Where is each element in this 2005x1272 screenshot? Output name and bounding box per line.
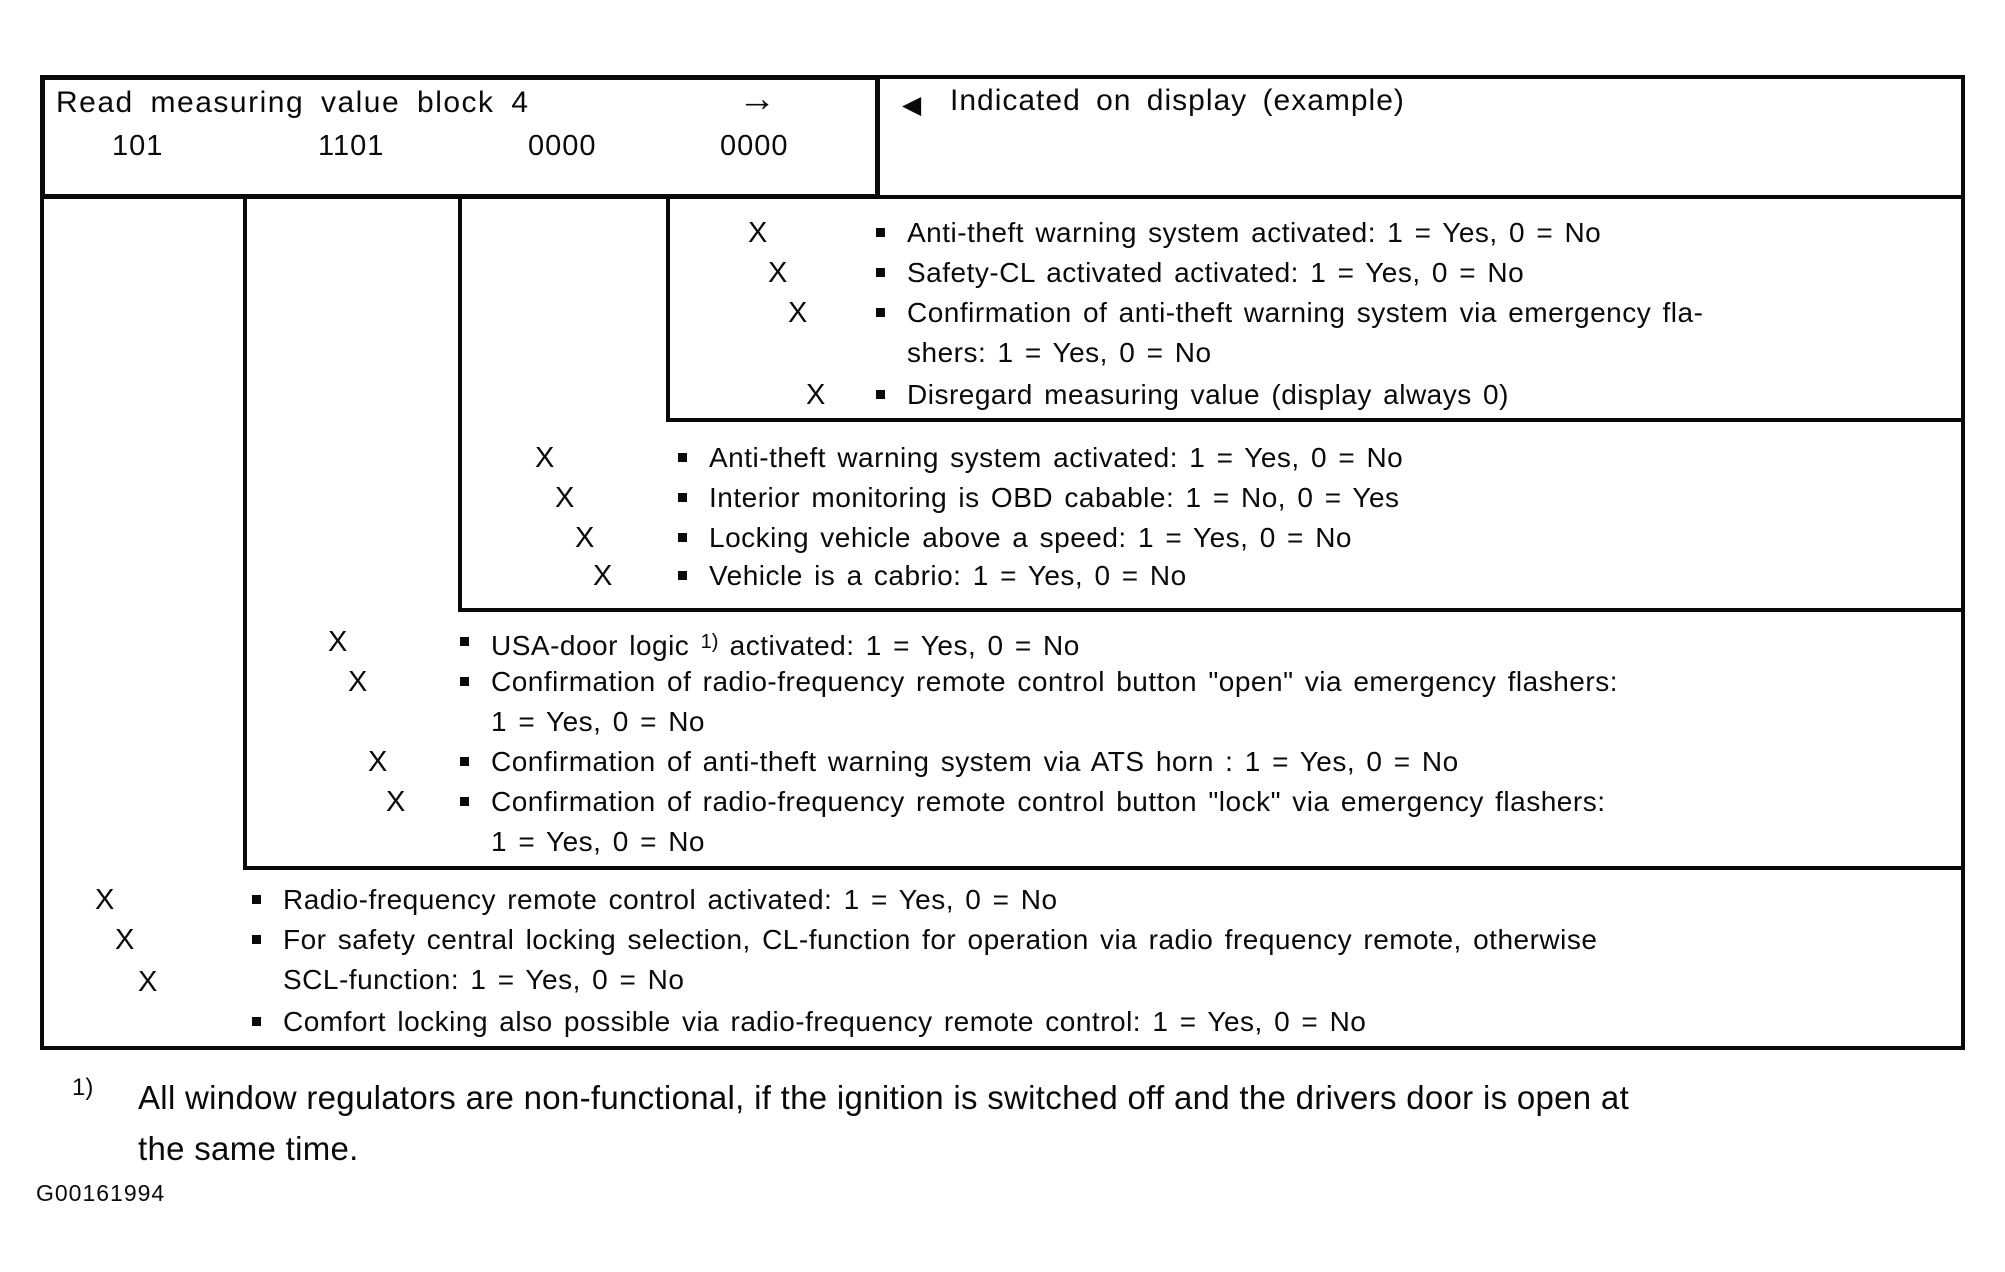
text-line: Radio-frequency remote control activated: 1 = Yes, 0 = No [283,884,1058,915]
bit-description-item [460,742,1459,782]
bullet-icon [876,308,885,317]
text-segment: USA-door logic [491,630,701,661]
footnote-reference: 1) [700,631,719,653]
text-line: Confirmation of radio-frequency remote control button "open" via emergency flashers: [491,666,1618,697]
display-note: Indicated on display (example) [950,84,1405,117]
bit-description-text [709,556,1187,596]
divider-vertical-byte2 [243,199,247,870]
footnote-ref: 1) [72,1074,94,1101]
text-line: Anti-theft warning system activated: 1 = Yes, 0 = No [709,442,1404,473]
bit-description-text [491,662,1618,742]
footnote [138,1072,1629,1174]
bit-description-text [907,375,1509,415]
bit-description-text [709,478,1400,518]
bit-description-item [460,782,1605,862]
bullet-icon [252,895,261,904]
bullet-icon [460,637,469,646]
divider-vertical-byte4 [666,199,670,422]
bit-x-mark: X [386,786,407,818]
divider-horizontal-byte2 [243,866,1963,870]
bullet-icon [460,797,469,806]
block-title: Read measuring value block 4 [56,86,530,119]
bit-x-mark: X [806,379,827,411]
bit-description-item [460,622,1080,666]
display-marker-icon: ◀ [902,91,922,119]
bit-group-4: 0000 [720,130,789,162]
bit-x-mark: X [575,522,596,554]
bit-description-item [876,293,1703,373]
divider-horizontal-header [876,195,1963,199]
bit-description-text [283,1002,1366,1042]
bit-description-item [678,478,1400,518]
text-line: Disregard measuring value (display always 0) [907,379,1509,410]
bit-description-text [491,782,1605,862]
bit-description-item [876,253,1524,293]
bit-x-mark: X [95,884,116,916]
bullet-icon [678,571,687,580]
divider-vertical-byte3 [458,199,462,612]
bit-description-item [460,662,1618,742]
bit-x-mark: X [328,626,349,658]
text-segment: activated: 1 = Yes, 0 = No [718,630,1080,661]
bit-x-mark: X [748,217,769,249]
divider-horizontal-byte3 [458,608,1963,612]
text-line [491,622,1080,666]
bit-group-2: 1101 [318,130,385,162]
bit-description-text [491,622,1080,666]
bit-description-item [678,556,1187,596]
text-line: Locking vehicle above a speed: 1 = Yes, 0 = No [709,522,1352,553]
text-line: Interior monitoring is OBD cabable: 1 = No, 0 = Yes [709,482,1400,513]
text-line: Vehicle is a cabrio: 1 = Yes, 0 = No [709,560,1187,591]
text-line: Safety-CL activated activated: 1 = Yes, 0 = No [907,257,1525,288]
text-line: 1 = Yes, 0 = No [491,706,705,737]
bullet-icon [252,1017,261,1026]
bit-description-item [252,920,1597,1000]
bullet-icon [678,453,687,462]
bit-x-mark: X [768,257,789,289]
text-line: For safety central locking selection, CL-function for operation via radio frequency remote, otherwise [283,924,1598,955]
arrow-right-icon: → [738,78,776,120]
bit-x-mark: X [115,924,136,956]
figure-id: G00161994 [36,1180,166,1206]
text-line: Anti-theft warning system activated: 1 = Yes, 0 = No [907,217,1602,248]
bit-x-mark: X [535,442,556,474]
bit-description-item [876,213,1601,253]
text-line: Confirmation of anti-theft warning system via emergency fla- [907,297,1704,328]
bit-description-text [709,438,1403,478]
bit-description-item [678,518,1352,558]
text-line: Confirmation of radio-frequency remote control button "lock" via emergency flashers: [491,786,1606,817]
bullet-icon [252,935,261,944]
bit-x-mark: X [348,666,369,698]
text-line: SCL-function: 1 = Yes, 0 = No [283,964,685,995]
bit-x-mark: X [593,560,614,592]
bit-description-text [907,293,1703,373]
bit-x-mark: X [368,746,389,778]
bit-x-mark: X [555,482,576,514]
footnote-text: All window regulators are non-functional, if the ignition is switched off and the drivers door is open at [138,1079,1630,1116]
text-line: shers: 1 = Yes, 0 = No [907,337,1212,368]
bit-description-item [252,1002,1366,1042]
bit-description-text [491,742,1459,782]
text-line: Comfort locking also possible via radio-frequency remote control: 1 = Yes, 0 = No [283,1006,1367,1037]
bit-description-item [678,438,1403,478]
bit-description-text [907,213,1601,253]
bullet-icon [876,268,885,277]
bullet-icon [460,677,469,686]
bit-description-text [283,920,1597,1000]
text-line: 1 = Yes, 0 = No [491,826,705,857]
bit-group-1: 101 [112,130,164,162]
bit-description-item [252,880,1058,920]
bit-description-item [876,375,1509,415]
bullet-icon [678,493,687,502]
bullet-icon [876,390,885,399]
bullet-icon [460,757,469,766]
bit-x-mark: X [138,966,159,998]
bit-description-text [907,253,1524,293]
bit-description-text [709,518,1352,558]
bit-x-mark: X [788,297,809,329]
bullet-icon [678,533,687,542]
text-line: Confirmation of anti-theft warning system via ATS horn : 1 = Yes, 0 = No [491,746,1459,777]
divider-horizontal-byte4 [666,418,1963,422]
footnote-text: the same time. [138,1130,359,1167]
bit-description-text [283,880,1058,920]
bullet-icon [876,228,885,237]
bit-group-3: 0000 [528,130,597,162]
